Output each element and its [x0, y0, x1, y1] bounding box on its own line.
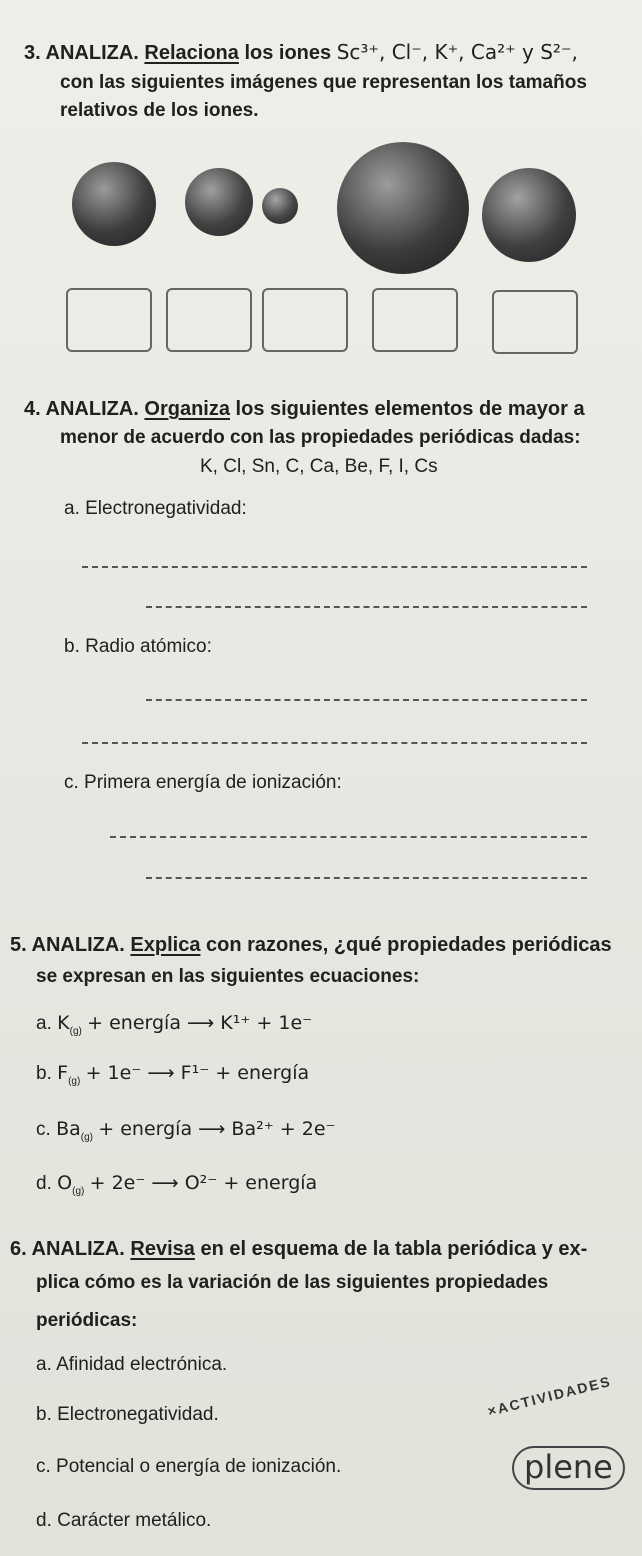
answer-box-1[interactable]	[66, 288, 152, 352]
q4-line1: 4. ANALIZA. Organiza los siguientes elementos de mayor a	[24, 398, 585, 420]
answer-line[interactable]	[146, 606, 587, 608]
answer-box-5[interactable]	[492, 290, 578, 354]
ion-sphere-3	[262, 188, 298, 224]
q6-item-b: b. Electronegatividad.	[36, 1404, 219, 1425]
answer-box-3[interactable]	[262, 288, 348, 352]
q6-line2: plica cómo es la variación de las siguientes propiedades	[36, 1272, 549, 1293]
actividades-stamp: ×ACTIVIDADES	[485, 1372, 614, 1420]
ion-sphere-1	[72, 162, 156, 246]
equation-b: b. $F_{(g)} + 1e^-$ ⟶ F¹⁻ + energía	[36, 1062, 310, 1087]
q4-line2: menor de acuerdo con las propiedades periódicas dadas:	[60, 427, 581, 448]
answer-line[interactable]	[146, 699, 587, 701]
q5-line1: 5. ANALIZA. Explica con razones, ¿qué propiedades periódicas	[10, 934, 612, 956]
q3-line3: relativos de los iones.	[60, 100, 259, 121]
equation-d: d. $O_{(g)} + 2e^-$ ⟶ O²⁻ + energía	[36, 1172, 318, 1197]
equation-c: c. $Ba_{(g)}$ + energía ⟶ Ba²⁺ + 2e⁻	[36, 1118, 336, 1143]
q6-line1: 6. ANALIZA. Revisa en el esquema de la tabla periódica y ex-	[10, 1238, 588, 1260]
ion-sphere-2	[185, 168, 253, 236]
q3-line2: con las siguientes imágenes que representan los tamaños	[60, 72, 587, 93]
q4-item-b: b. Radio atómico:	[64, 636, 212, 657]
q4-item-c: c. Primera energía de ionización:	[64, 772, 342, 793]
q6-item-a: a. Afinidad electrónica.	[36, 1354, 228, 1375]
answer-box-4[interactable]	[372, 288, 458, 352]
q6-line3: periódicas:	[36, 1310, 138, 1331]
answer-line[interactable]	[82, 566, 587, 568]
plene-logo: plene	[512, 1446, 625, 1490]
q5-line2: se expresan en las siguientes ecuaciones:	[36, 966, 420, 987]
ion-sphere-5	[482, 168, 576, 262]
answer-line[interactable]	[82, 742, 587, 744]
element-list: K, Cl, Sn, C, Ca, Be, F, I, Cs	[200, 456, 438, 477]
q3-line1: 3. ANALIZA. Relaciona los iones Sc³⁺, Cl⁻, K⁺, Ca²⁺ y S²⁻,	[24, 40, 578, 64]
q6-item-d: d. Carácter metálico.	[36, 1510, 212, 1531]
answer-line[interactable]	[110, 836, 587, 838]
equation-a: a. $K_{(g)}$ + energía ⟶ K¹⁺ + 1e⁻	[36, 1012, 313, 1037]
q4-item-a: a. Electronegatividad:	[64, 498, 247, 519]
answer-line[interactable]	[146, 877, 587, 879]
ions-list: Sc³⁺, Cl⁻, K⁺, Ca²⁺ y S²⁻,	[336, 40, 578, 64]
answer-box-2[interactable]	[166, 288, 252, 352]
q6-item-c: c. Potencial o energía de ionización.	[36, 1456, 342, 1477]
ion-sphere-4	[337, 142, 469, 274]
